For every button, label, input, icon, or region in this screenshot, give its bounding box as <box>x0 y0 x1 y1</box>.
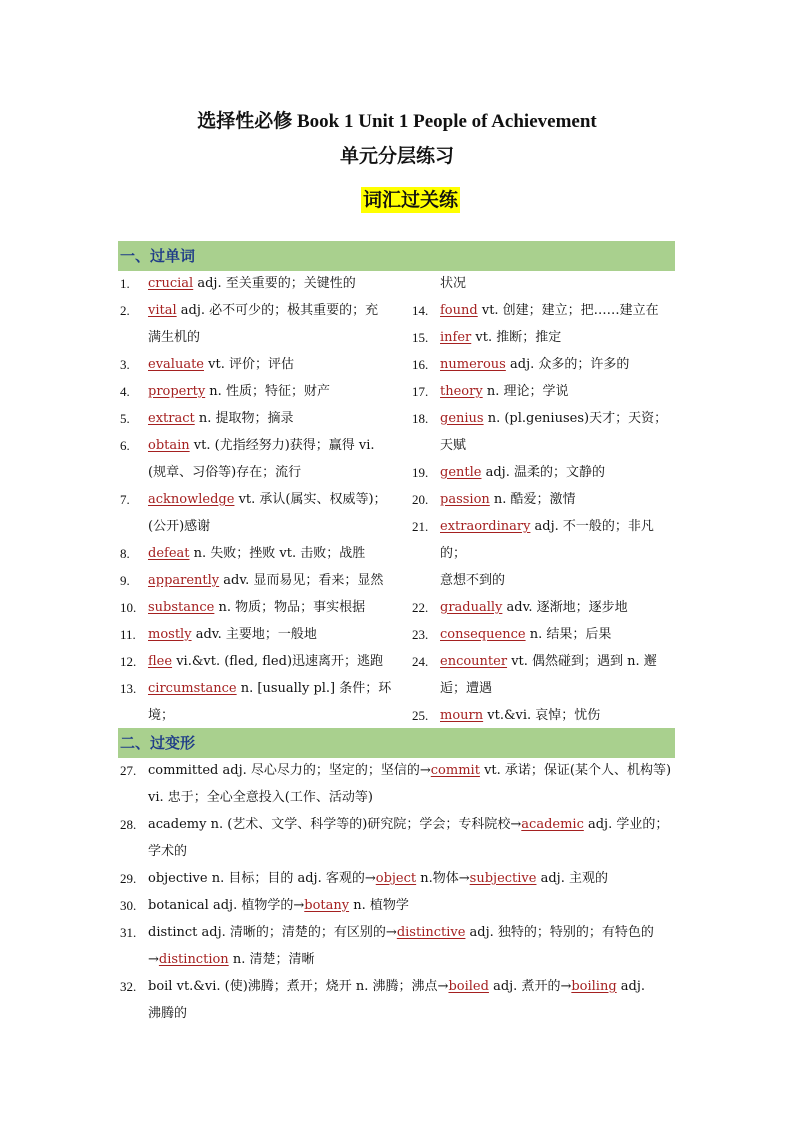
item-number: 5. <box>120 411 130 426</box>
list-item <box>410 351 678 378</box>
list-item <box>118 784 678 811</box>
item-number: 28. <box>120 817 137 832</box>
word-definition: n. 性质；特征；财产 <box>205 384 330 399</box>
list-item <box>410 621 678 648</box>
item-number: 15. <box>412 330 429 345</box>
list-item <box>118 351 398 378</box>
vocab-heading: 词汇过关练 <box>363 189 459 211</box>
vocab-word: vital <box>148 303 177 318</box>
list-item <box>118 811 678 838</box>
word-definition: n. [usually pl.] 条件；环境； <box>148 681 392 723</box>
item-text <box>440 324 678 351</box>
word-definition: (规章、习俗等)存在；流行 <box>148 465 302 480</box>
item-number: 10. <box>120 600 137 615</box>
word-definition: → <box>148 952 159 967</box>
vocab-word: academic <box>521 817 584 832</box>
item-number: 12. <box>120 654 137 669</box>
vocab-word: commit <box>430 763 480 778</box>
list-item <box>118 270 398 297</box>
vocab-word: mourn <box>440 708 484 723</box>
list-item <box>118 621 398 648</box>
word-definition: adv. 逐渐地；逐步地 <box>502 600 628 615</box>
list-item <box>118 675 398 729</box>
list-item <box>118 297 398 324</box>
word-definition: vi.&vt. (fled, fled)迅速离开；逃跑 <box>172 654 384 669</box>
vocab-word: apparently <box>148 573 220 588</box>
word-definition: vt. 承认(属实、权威等)； <box>234 492 387 507</box>
word-definition: vt. 承诺；保证(某个人、机构等) <box>479 763 672 778</box>
item-number: 18. <box>412 411 429 426</box>
vocab-word: subjective <box>469 871 537 886</box>
word-definition: n. 酷爱；激情 <box>489 492 576 507</box>
vocab-word: mostly <box>148 627 192 642</box>
item-text <box>148 973 678 1000</box>
item-text <box>148 297 398 324</box>
word-definition: 学术的 <box>148 844 188 859</box>
item-number: 6. <box>120 438 130 453</box>
list-item <box>118 919 678 946</box>
item-number: 22. <box>412 600 429 615</box>
item-text <box>440 621 678 648</box>
vocab-word: theory <box>440 384 483 399</box>
document-subtitle: 单元分层练习 <box>339 146 454 167</box>
item-text <box>440 351 678 378</box>
item-number: 4. <box>120 384 130 399</box>
vocab-word: circumstance <box>148 681 237 696</box>
item-text <box>148 324 398 351</box>
list-item <box>118 567 398 594</box>
item-text <box>148 784 678 811</box>
list-item <box>118 324 398 351</box>
item-number: 23. <box>412 627 429 642</box>
list-item <box>410 567 678 594</box>
vocab-word: defeat <box>148 546 190 561</box>
word-definition: botanical adj. 植物学的→ <box>148 898 305 913</box>
word-definition: n. 植物学 <box>349 898 409 913</box>
item-text <box>440 486 678 513</box>
vocab-word: genius <box>440 411 484 426</box>
item-text <box>440 702 678 729</box>
item-number: 29. <box>120 871 137 886</box>
item-text <box>148 946 678 973</box>
item-text <box>148 432 398 459</box>
word-definition: vt. 创建；建立；把……建立在 <box>477 303 659 318</box>
word-list-left <box>118 270 398 729</box>
vocab-word: crucial <box>148 276 194 291</box>
word-definition: vi. 忠于；全心全意投入(工作、活动等) <box>148 790 373 805</box>
item-number: 7. <box>120 492 130 507</box>
word-definition: committed adj. 尽心尽力的；坚定的；坚信的→ <box>148 763 431 778</box>
document-title: 选择性必修 Book 1 Unit 1 People of Achievement <box>197 111 597 132</box>
item-number: 32. <box>120 979 137 994</box>
item-number: 27. <box>120 763 137 778</box>
item-number: 2. <box>120 303 130 318</box>
word-definition: n. 理论；学说 <box>482 384 569 399</box>
vocab-word: boiling <box>571 979 617 994</box>
list-item <box>118 648 398 675</box>
item-text <box>440 513 678 567</box>
word-definition: academy n. (艺术、文学、科学等的)研究院；学会；专科院校→ <box>148 817 522 832</box>
word-definition: n. 物质；物品；事实根据 <box>214 600 366 615</box>
item-text <box>440 459 678 486</box>
word-definition: n. 结果；后果 <box>525 627 612 642</box>
word-forms-list <box>118 757 678 1027</box>
item-text <box>148 675 398 729</box>
item-text <box>148 621 398 648</box>
item-number: 25. <box>412 708 429 723</box>
item-text <box>148 838 678 865</box>
item-number: 30. <box>120 898 137 913</box>
item-number: 1. <box>120 276 130 291</box>
list-item <box>118 486 398 513</box>
item-number: 11. <box>120 627 136 642</box>
item-text <box>440 675 678 702</box>
vocab-word: flee <box>148 654 173 669</box>
item-text <box>148 405 398 432</box>
word-definition: adj. 主观的 <box>536 871 608 886</box>
list-item <box>118 378 398 405</box>
vocab-word: numerous <box>440 357 506 372</box>
word-definition: n. 失败；挫败 vt. 击败；战胜 <box>189 546 366 561</box>
list-item <box>410 405 678 459</box>
item-text <box>440 648 678 675</box>
section-words-header: 一、过单词 <box>118 241 675 271</box>
word-definition: adj. 温柔的；文静的 <box>481 465 605 480</box>
item-number: 14. <box>412 303 429 318</box>
item-text <box>440 378 678 405</box>
item-text <box>148 486 398 513</box>
word-definition: distinct adj. 清晰的；清楚的；有区别的→ <box>148 925 397 940</box>
list-item <box>118 757 678 784</box>
list-item <box>410 297 678 324</box>
list-item <box>410 702 678 729</box>
item-number: 20. <box>412 492 429 507</box>
vocab-word: distinctive <box>396 925 466 940</box>
item-text <box>148 648 398 675</box>
vocab-word: object <box>375 871 417 886</box>
vocab-word: property <box>148 384 206 399</box>
vocab-word: obtain <box>148 438 190 453</box>
list-item <box>118 405 398 432</box>
list-item <box>118 865 678 892</box>
item-text <box>148 459 398 486</box>
vocab-word: extract <box>148 411 195 426</box>
word-definition: 逅；遭遇 <box>440 681 493 696</box>
vocab-word: encounter <box>440 654 508 669</box>
item-text <box>148 919 678 946</box>
item-text <box>440 297 678 324</box>
list-item <box>410 270 678 297</box>
word-definition: adj. 不一般的；非凡的； <box>440 519 654 561</box>
word-definition: adv. 主要地；一般地 <box>191 627 317 642</box>
list-item <box>410 378 678 405</box>
vocab-word: found <box>440 303 478 318</box>
word-definition: adv. 显而易见；看来；显然 <box>219 573 384 588</box>
vocab-word: infer <box>440 330 472 345</box>
word-definition: adj. 众多的；许多的 <box>505 357 630 372</box>
item-number: 21. <box>412 519 429 534</box>
item-text <box>148 892 678 919</box>
vocab-word: consequence <box>440 627 526 642</box>
item-text <box>148 270 398 297</box>
word-definition: 满生机的 <box>148 330 201 345</box>
list-item <box>118 946 678 973</box>
word-definition: n. 提取物；摘录 <box>194 411 294 426</box>
list-item <box>118 1000 678 1027</box>
item-text <box>148 567 398 594</box>
list-item <box>118 594 398 621</box>
word-definition: vt. 评价；评估 <box>204 357 294 372</box>
list-item <box>118 892 678 919</box>
vocab-word: boiled <box>448 979 489 994</box>
item-text <box>440 567 678 594</box>
item-number: 8. <box>120 546 130 561</box>
word-definition: n. 清楚；清晰 <box>228 952 315 967</box>
vocab-word: gentle <box>440 465 482 480</box>
item-number: 16. <box>412 357 429 372</box>
word-definition: n.物体→ <box>416 871 470 886</box>
item-text <box>440 405 678 459</box>
item-text <box>148 378 398 405</box>
word-definition: objective n. 目标；目的 adj. 客观的→ <box>148 871 376 886</box>
word-definition: adj. 学业的； <box>583 817 669 832</box>
item-text <box>440 594 678 621</box>
item-text <box>148 757 678 784</box>
word-definition: adj. 至关重要的；关键性的 <box>193 276 356 291</box>
list-item <box>410 648 678 675</box>
word-definition: 状况 <box>440 276 467 291</box>
list-item <box>118 459 398 486</box>
word-definition: adj. 煮开的→ <box>488 979 572 994</box>
item-text <box>148 811 678 838</box>
vocab-word: evaluate <box>148 357 204 372</box>
item-number: 24. <box>412 654 429 669</box>
word-definition: 意想不到的 <box>440 573 506 588</box>
word-definition: 沸腾的 <box>148 1006 188 1021</box>
list-item <box>118 973 678 1000</box>
vocab-word: passion <box>440 492 490 507</box>
vocab-word: gradually <box>440 600 503 615</box>
word-definition: boil vt.&vi. (使)沸腾；煮开；烧开 n. 沸腾；沸点→ <box>148 979 449 994</box>
word-definition: vt.&vi. 哀悼；忧伤 <box>483 708 601 723</box>
item-text <box>440 270 678 297</box>
word-definition: vt. 偶然碰到；遇到 n. 邂 <box>507 654 657 669</box>
word-definition: n. (pl.geniuses)天才；天资；天赋 <box>440 411 668 453</box>
item-text <box>148 1000 678 1027</box>
item-text <box>148 351 398 378</box>
item-text <box>148 540 398 567</box>
item-number: 3. <box>120 357 130 372</box>
item-text <box>148 594 398 621</box>
item-number: 31. <box>120 925 137 940</box>
word-definition: adj. 独特的；特别的；有特色的 <box>465 925 654 940</box>
word-definition: vt. 推断；推定 <box>471 330 562 345</box>
list-item <box>410 513 678 567</box>
list-item <box>410 486 678 513</box>
item-number: 19. <box>412 465 429 480</box>
vocab-word: substance <box>148 600 215 615</box>
list-item <box>118 838 678 865</box>
list-item <box>410 324 678 351</box>
vocab-word: botany <box>304 898 350 913</box>
list-item <box>410 459 678 486</box>
word-definition: vt. (尤指经努力)获得；赢得 vi. <box>189 438 375 453</box>
word-list-right <box>410 270 678 756</box>
list-item <box>118 513 398 540</box>
vocab-word: extraordinary <box>440 519 531 534</box>
word-definition: adj. <box>616 979 646 994</box>
section-forms-header: 二、过变形 <box>118 728 675 758</box>
item-number: 17. <box>412 384 429 399</box>
item-number: 13. <box>120 681 137 696</box>
vocab-word: acknowledge <box>148 492 235 507</box>
vocab-word: distinction <box>158 952 229 967</box>
list-item <box>410 594 678 621</box>
item-text <box>148 865 678 892</box>
word-definition: adj. 必不可少的；极其重要的；充 <box>176 303 379 318</box>
list-item <box>410 675 678 702</box>
list-item <box>118 540 398 567</box>
list-item <box>118 432 398 459</box>
item-number: 9. <box>120 573 130 588</box>
word-definition: (公开)感谢 <box>148 519 211 534</box>
item-text <box>148 513 398 540</box>
